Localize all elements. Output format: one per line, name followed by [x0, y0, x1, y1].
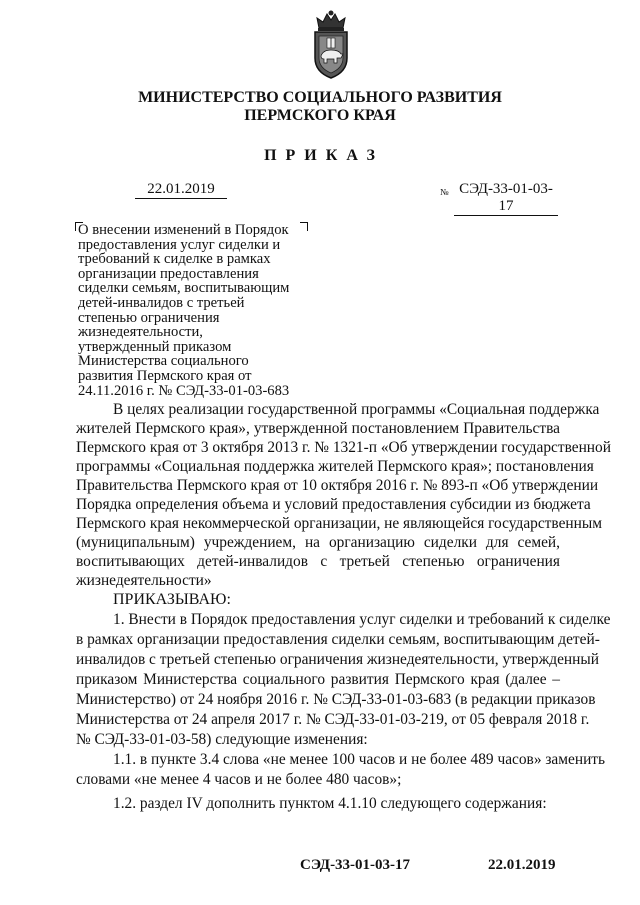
coat-of-arms-icon	[303, 8, 359, 80]
body-line: Министерства от 24 апреля 2017 г. № СЭД-33-01-03-219, от 05 февраля 2018 г.	[76, 711, 590, 728]
body-line: В целях реализации государственной программы «Социальная поддержка	[113, 401, 600, 418]
document-type-title: ПРИКАЗ	[264, 147, 384, 164]
subject-line: утвержденный приказом	[78, 338, 232, 355]
body-line: Порядка определения объема и условий предоставления субсидии из бюджета	[76, 496, 591, 513]
number-sign: №	[440, 187, 449, 197]
body-line: Пермского края некоммерческой организации, не являющейся государственным	[76, 515, 602, 532]
body-line: 1.2. раздел IV дополнить пунктом 4.1.10 следующего содержания:	[113, 795, 547, 812]
subject-line: сиделки семьям, воспитывающим	[78, 280, 290, 297]
body-line: Министерство) от 24 ноября 2016 г. № СЭД-33-01-03-683 (в редакции приказов	[76, 691, 596, 708]
subject-line: развития Пермского края от	[78, 367, 252, 384]
subject-line: организации предоставления	[78, 265, 259, 282]
footer-document-date: 22.01.2019	[488, 857, 556, 873]
subject-line: 24.11.2016 г. № СЭД-33-01-03-683	[78, 382, 290, 399]
body-line: инвалидов с третьей степенью ограничения жизнедеятельности, утвержденный	[76, 651, 599, 668]
subject-line: требований к сиделке в рамках	[78, 251, 271, 268]
subject-line: степенью ограничения	[78, 309, 220, 326]
body-line: № СЭД-33-01-03-58) следующие изменения:	[76, 731, 368, 748]
body-line: в рамках организации предоставления сиделки семьям, воспитывающим детей-	[76, 631, 600, 648]
body-line: 1.1. в пункте 3.4 слова «не менее 100 часов и не более 489 часов» заменить	[113, 751, 606, 768]
body-line: программы «Социальная поддержка жителей Пермского края»; постановления	[76, 458, 594, 475]
subject-line: предоставления услуг сиделки и	[78, 236, 281, 253]
subject-line: жизнедеятельности,	[78, 324, 203, 341]
ministry-name-line2: ПЕРМСКОГО КРАЯ	[244, 107, 396, 124]
subject-line: О внесении изменений в Порядок	[78, 222, 289, 238]
body-line: жителей Пермского края», утвержденной постановлением Правительства	[76, 420, 560, 437]
ministry-name-line1: МИНИСТЕРСТВО СОЦИАЛЬНОГО РАЗВИТИЯ	[138, 89, 502, 106]
body-line: воспитывающих детей-инвалидов с третьей степенью ограничения	[76, 553, 560, 570]
body-line: словами «не менее 4 часов и не более 480 часов»;	[76, 771, 402, 788]
document-date: 22.01.2019	[135, 181, 227, 199]
footer-document-number: СЭД-33-01-03-17	[300, 857, 411, 873]
body-line: Правительства Пермского края от 10 октября 2016 г. № 893-п «Об утверждении	[76, 477, 599, 494]
body-line: жизнедеятельности»	[76, 572, 212, 589]
body-line: Пермского края от 3 октября 2013 г. № 1321-п «Об утверждении государственной	[76, 439, 611, 456]
body-line: приказом Министерства социального развития Пермского края (далее –	[76, 671, 560, 688]
subject-line: Министерства социального	[78, 353, 249, 370]
body-line: 1. Внести в Порядок предоставления услуг сиделки и требований к сиделке	[113, 611, 611, 628]
body-line: (муниципальным) учреждением, на организацию сиделки для семей,	[76, 534, 560, 551]
document-subject	[78, 223, 310, 398]
subject-line: детей-инвалидов с третьей	[78, 294, 245, 311]
order-directive: ПРИКАЗЫВАЮ:	[113, 591, 231, 608]
document-number: СЭД-33-01-03-17	[454, 181, 558, 216]
